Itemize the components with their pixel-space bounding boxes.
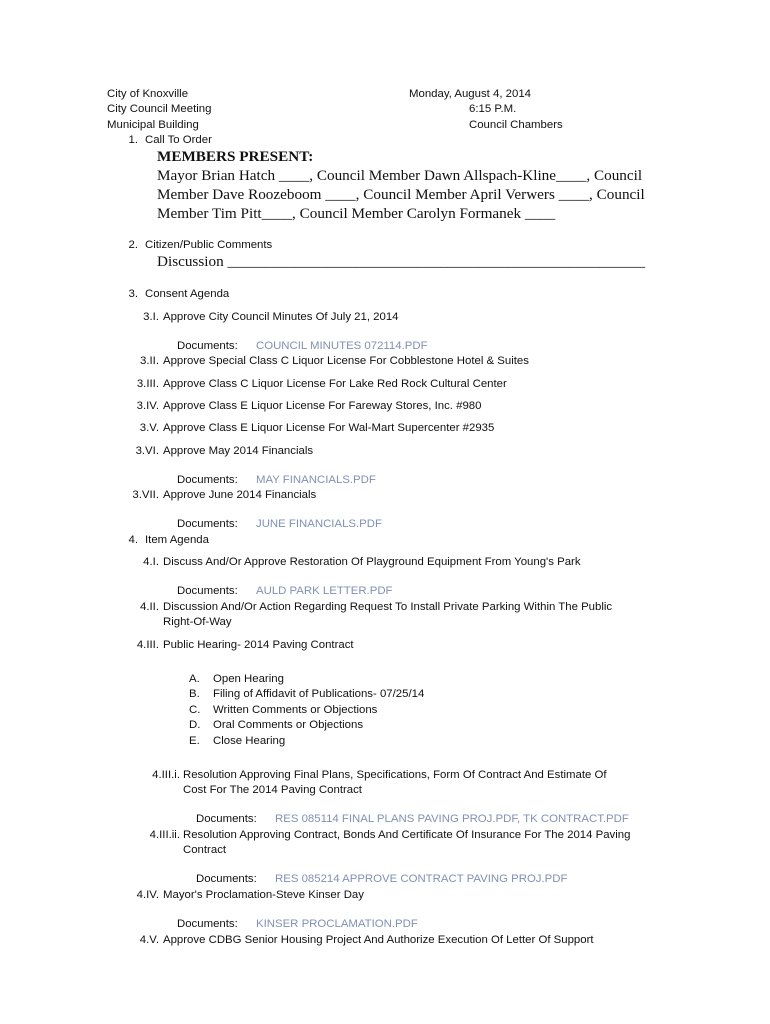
members-line-1: Mayor Brian Hatch ____, Council Member Dawn Allspach-Kline____, Council: [157, 167, 643, 184]
item-3-5-text: Approve Class E Liquor License For Wal-Mart Supercenter #2935: [163, 422, 495, 434]
resolution-1-number: 4.III.i.: [152, 769, 180, 781]
document-link[interactable]: JUNE FINANCIALS.PDF: [256, 518, 382, 530]
resolution-2-number: 4.III.ii.: [149, 829, 180, 841]
members-line-2: Member Dave Roozeboom ____, Council Member April Verwers ____, Council: [157, 186, 645, 203]
item-3-5-number: 3.V.: [139, 422, 159, 434]
item-3-number: 3.: [128, 288, 138, 300]
item-4-title: Item Agenda: [145, 534, 209, 546]
documents-label: Documents:: [196, 813, 257, 825]
item-3-3-number: 3.III.: [136, 378, 159, 390]
header-building: Municipal Building: [107, 119, 199, 131]
header-meeting: City Council Meeting: [107, 103, 212, 115]
documents-label: Documents:: [177, 918, 238, 930]
item-4-4-text: Mayor's Proclamation-Steve Kinser Day: [163, 889, 364, 901]
hearing-step-letter: E.: [189, 735, 200, 747]
documents-label: Documents:: [177, 474, 238, 486]
hearing-step-letter: D.: [189, 719, 201, 731]
item-3-2-number: 3.II.: [140, 355, 159, 367]
documents-label: Documents:: [177, 518, 238, 530]
document-link[interactable]: AULD PARK LETTER.PDF: [256, 585, 393, 597]
hearing-step-text: Oral Comments or Objections: [213, 719, 364, 731]
item-4-5-number: 4.V.: [139, 934, 159, 946]
item-3-6-text: Approve May 2014 Financials: [163, 445, 314, 457]
resolution-1-text: Resolution Approving Final Plans, Specifications, Form Of Contract And Estimate Of: [183, 769, 607, 781]
header-time: 6:15 P.M.: [469, 103, 517, 115]
item-4-2-number: 4.II.: [140, 601, 159, 613]
item-3-1-number: 3.I.: [143, 311, 159, 323]
document-link[interactable]: RES 085214 APPROVE CONTRACT PAVING PROJ.PDF: [275, 873, 568, 885]
members-present-heading: MEMBERS PRESENT:: [157, 148, 314, 165]
hearing-step-text: Close Hearing: [213, 735, 286, 747]
hearing-step-text: Open Hearing: [213, 673, 284, 685]
item-4-4-number: 4.IV.: [136, 889, 159, 901]
resolution-1-text-cont: Cost For The 2014 Paving Contract: [183, 784, 362, 796]
item-1-title: Call To Order: [145, 134, 212, 146]
item-3-7-number: 3.VII.: [132, 489, 159, 501]
item-4-3-number: 4.III.: [136, 639, 159, 651]
document-link[interactable]: COUNCIL MINUTES 072114.PDF: [256, 340, 428, 352]
header-room: Council Chambers: [469, 119, 563, 131]
item-4-3-text: Public Hearing- 2014 Paving Contract: [163, 639, 354, 651]
item-4-5-text: Approve CDBG Senior Housing Project And Authorize Execution Of Letter Of Support: [163, 934, 594, 946]
documents-label: Documents:: [196, 873, 257, 885]
item-3-6-number: 3.VI.: [135, 445, 159, 457]
document-link[interactable]: RES 085114 FINAL PLANS PAVING PROJ.PDF, TK CONTRACT.PDF: [275, 813, 629, 825]
item-4-2-text-cont: Right-Of-Way: [163, 616, 232, 628]
resolution-2-text-cont: Contract: [183, 844, 227, 856]
header-date: Monday, August 4, 2014: [409, 88, 532, 100]
item-3-4-number: 3.IV.: [136, 400, 159, 412]
discussion-line: Discussion _______________________________________________________: [157, 253, 646, 270]
hearing-step-letter: A.: [189, 673, 200, 685]
hearing-step-letter: C.: [189, 704, 201, 716]
resolution-2-text: Resolution Approving Contract, Bonds And Certificate Of Insurance For The 2014 Paving: [183, 829, 631, 841]
documents-label: Documents:: [177, 585, 238, 597]
header-city: City of Knoxville: [107, 88, 189, 100]
item-2-title: Citizen/Public Comments: [145, 239, 273, 251]
item-3-4-text: Approve Class E Liquor License For Fareway Stores, Inc. #980: [163, 400, 482, 412]
item-4-1-number: 4.I.: [143, 556, 159, 568]
document-link[interactable]: KINSER PROCLAMATION.PDF: [256, 918, 418, 930]
hearing-step-text: Filing of Affidavit of Publications- 07/25/14: [213, 688, 425, 700]
item-3-1-text: Approve City Council Minutes Of July 21, 2014: [163, 311, 399, 323]
item-4-number: 4.: [128, 534, 138, 546]
hearing-step-letter: B.: [189, 688, 200, 700]
item-2-number: 2.: [128, 239, 138, 251]
item-1-number: 1.: [128, 134, 138, 146]
item-3-3-text: Approve Class C Liquor License For Lake Red Rock Cultural Center: [163, 378, 507, 390]
item-4-2-text: Discussion And/Or Action Regarding Request To Install Private Parking Within The Public: [163, 601, 613, 613]
item-3-title: Consent Agenda: [145, 288, 230, 300]
members-line-3: Member Tim Pitt____, Council Member Carolyn Formanek ____: [157, 205, 556, 222]
hearing-step-text: Written Comments or Objections: [213, 704, 378, 716]
document-link[interactable]: MAY FINANCIALS.PDF: [256, 474, 376, 486]
item-4-1-text: Discuss And/Or Approve Restoration Of Playground Equipment From Young's Park: [163, 556, 581, 568]
documents-label: Documents:: [177, 340, 238, 352]
item-3-7-text: Approve June 2014 Financials: [163, 489, 317, 501]
item-3-2-text: Approve Special Class C Liquor License For Cobblestone Hotel & Suites: [163, 355, 529, 367]
